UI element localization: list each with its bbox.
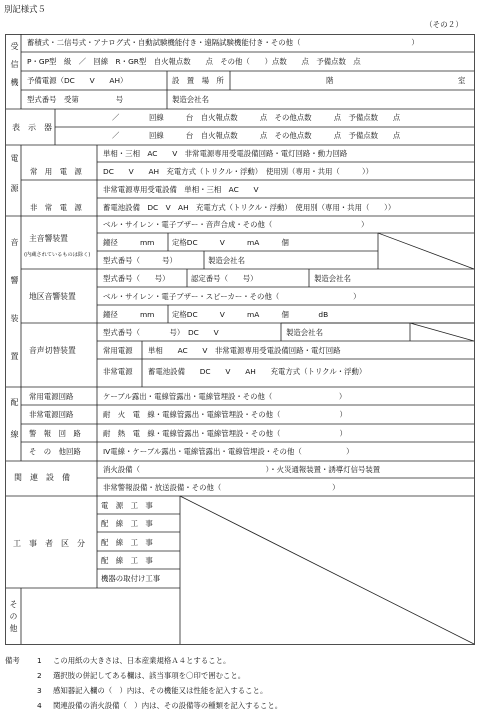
- sound-section-label: 音響装置: [10, 238, 19, 390]
- note-text-4: 関連設備の消火設備（ ）内は、その設備等の種類を記入すること。: [53, 701, 283, 710]
- power-section-label: 電源: [10, 154, 19, 214]
- receiver-manufacturer-label: 製造会社名: [172, 95, 209, 104]
- related-row-1: 消火設備（ ）・火災通報装置・誘導灯信号装置: [103, 465, 381, 474]
- area-sound-type-options: ベル・サイレン・電子ブザー・スピーカー・その他（ ）: [103, 292, 361, 301]
- related-row-2: 非常警報設備・放送設備・その他（ ）: [103, 483, 340, 492]
- main-sound-type-options: ベル・サイレン・電子ブザー・音声合成・その他（ ）: [103, 220, 369, 229]
- note-text-1: この用紙の大きさは、日本産業規格Ａ４とすること。: [53, 656, 231, 665]
- wiring-options-alarm: 耐 熱 電 線・電線管露出・電線管埋設・その他（ ）: [103, 429, 347, 438]
- note-number-1: 1: [37, 656, 42, 665]
- emergency-power-row-2: 蓄電池設備 DC V AH 充電方式（トリクル・浮動） 使用別（専用・共用（ ））: [103, 203, 396, 212]
- normal-power-row-1: 単相・三相 AC V 非常電源専用受電設備回路・電灯回路・動力回路: [103, 149, 348, 158]
- work-power: 電 源 工 事: [101, 501, 153, 510]
- wiring-section-label: 配線: [10, 398, 19, 462]
- emergency-power-label: 非 常 電 源: [30, 203, 82, 212]
- emergency-power-row-1: 非常電源専用受電設備 単相・三相 AC V: [103, 185, 259, 194]
- area-bell-diameter: 鐘径 mm: [103, 310, 155, 319]
- switch-emergency-power: 蓄電池設備 DC V AH 充電方式（トリクル・浮動）: [148, 367, 367, 376]
- install-location-label: 設 置 場 所: [172, 76, 224, 85]
- note-text-3: 感知器記入欄の（ ）内は、その機能又は性能を記入すること。: [53, 686, 268, 695]
- wiring-label-normal: 常用電源回路: [29, 392, 74, 401]
- wiring-label-other: そ の 他回路: [29, 447, 81, 456]
- work-equipment-install: 機器の取付け工事: [101, 574, 161, 583]
- wiring-options-emergency: 耐 火 電 線・電線管露出・電線管埋設・その他（ ）: [103, 410, 347, 419]
- switch-emergency-power-label: 非常電源: [103, 367, 133, 376]
- page-number: （その２）: [425, 20, 463, 29]
- switch-model: 型式番号（ 号） DC V: [103, 328, 219, 337]
- backup-power-field: 予備電源（DC V AH）: [27, 76, 128, 85]
- display-row-1: ／ 回線 台 自火報点数 点 その他点数 点 予備点数 点: [112, 113, 401, 122]
- wiring-label-alarm: 警 報 回 路: [29, 429, 81, 438]
- normal-power-row-2: DC V AH 充電方式（トリクル・浮動） 使用別（専用・共用（ ））: [103, 167, 374, 176]
- note-text-2: 選択肢の併記してある欄は、該当事項を〇印で囲むこと。: [53, 671, 246, 680]
- work-wiring-3: 配 線 工 事: [101, 556, 153, 565]
- main-bell-diameter: 鐘径 mm: [103, 238, 155, 247]
- main-sound-label: 主音響装置: [29, 234, 68, 243]
- area-sound-approval: 認定番号（ 号）: [191, 274, 258, 283]
- receiver-type-options: 蓄積式・二信号式・アナログ式・自動試験機能付き・遠隔試験機能付き・その他（ ）: [27, 38, 419, 47]
- form-title: 別記様式５: [4, 4, 46, 14]
- area-sound-rating: 定格DC V mA 個 dB: [172, 310, 329, 319]
- receiver-circuit-options: P・GP型 級 ／ 回線 R・GR型 自火報点数 点 その他（ ）点数 点 予備点数 点: [27, 57, 361, 66]
- voice-switch-label: 音声切替装置: [29, 346, 76, 355]
- area-sound-manufacturer: 製造会社名: [314, 274, 351, 283]
- note-number-3: 3: [37, 686, 42, 695]
- work-wiring-1: 配 線 工 事: [101, 519, 153, 528]
- switch-manufacturer: 製造会社名: [286, 328, 323, 337]
- main-sound-model: 型式番号（ 号）: [103, 256, 177, 265]
- main-sound-manufacturer: 製造会社名: [208, 256, 245, 265]
- area-sound-model: 型式番号（ 号）: [103, 274, 170, 283]
- receiver-model-number: 型式番号 受第 号: [27, 95, 124, 104]
- display-row-2: ／ 回線 台 自火報点数 点 その他点数 点 予備点数 点: [112, 131, 401, 140]
- area-sound-label: 地区音響装置: [29, 292, 76, 301]
- display-section-label: 表 示 器: [12, 123, 52, 132]
- other-section-label: その他: [9, 600, 18, 636]
- note-number-4: 4: [37, 701, 42, 710]
- main-sound-rating: 定格DC V mA 個: [172, 238, 289, 247]
- receiver-section-label: 受信機: [10, 42, 19, 96]
- work-wiring-2: 配 線 工 事: [101, 538, 153, 547]
- work-section-label: 工 事 者 区 分: [13, 539, 85, 548]
- main-sound-note: (内蔵されているものは除く): [24, 252, 91, 258]
- wiring-label-emergency: 非常電源回路: [29, 410, 74, 419]
- room-unit: 室: [458, 76, 466, 85]
- wiring-options-normal: ケーブル露出・電線管露出・電線管埋設・その他（ ）: [103, 392, 347, 401]
- note-number-2: 2: [37, 671, 42, 680]
- switch-normal-power: 単相 AC V 非常電源専用受電設備回路・電灯回路: [148, 346, 341, 355]
- floor-unit: 階: [326, 76, 334, 85]
- related-section-label: 関 連 設 備: [14, 473, 70, 482]
- normal-power-label: 常 用 電 源: [30, 167, 82, 176]
- wiring-options-other: IV電線・ケーブル露出・電線管露出・電線管埋設・その他（ ）: [103, 447, 354, 456]
- switch-normal-power-label: 常用電源: [103, 346, 133, 355]
- notes-heading: 備考: [5, 656, 20, 665]
